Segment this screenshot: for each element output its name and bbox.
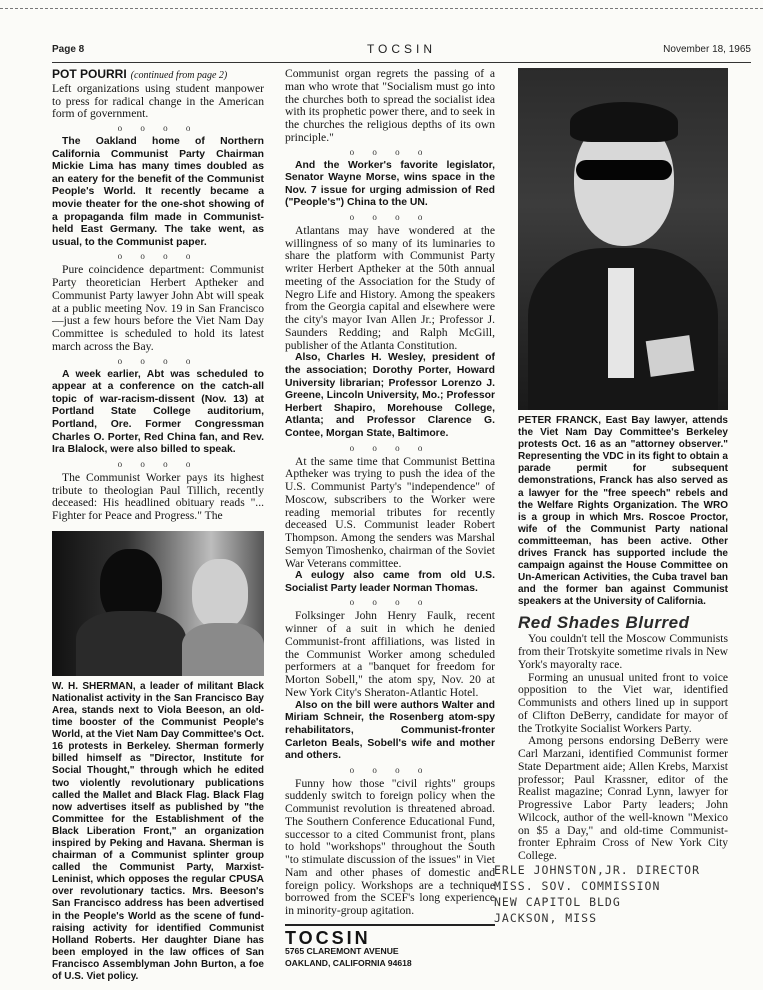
paragraph: Folksinger John Henry Faulk, recent winner of a suit in which he denied Communist-front affiliations, was listed in the Communist Worker among scheduled performers at a "banquet for freedom for Morton Sobell," the atom spy, Nov. 20 at New York City's Sheraton-Atlantic Hotel. <box>285 609 495 699</box>
paragraph: Forming an unusual united front to voice opposition to the Viet war, identified Communists and others lined up in support of Clifton DeBerry, candidate for mayor of the Trotkyite Socialist Workers Party. <box>518 670 728 735</box>
separator: o o o o <box>117 123 199 133</box>
mailing-line: ERLE JOHNSTON,JR. DIRECTOR <box>494 863 701 877</box>
paragraph: Also, Charles H. Wesley, president of the association; Dorothy Porter, Howard University librarian; Professor Lorenzo J. Greene, Lincoln University, Mo.; Professor Herbert Shapiro, Morehouse College, Atlanta; and Professor Clarence G. Contee, Morgan State, Baltimore. <box>285 352 495 439</box>
footer-rule <box>285 924 495 926</box>
paragraph: Left organizations using student manpower to press for radical change in the American form of government. <box>52 81 264 121</box>
newspaper-title: TOCSIN <box>366 42 437 56</box>
mailing-label <box>494 862 700 926</box>
photo-caption: W. H. SHERMAN, a leader of militant Black Nationalist activity in the San Francisco Bay Area, stands next to Viola Beeson, an old-time booster of the Communist People's World, at the Viet Nam Day Committee's Oct. 16 protests in Berkeley. Sherman formerly billed himself as "Director, Institute for Social Thought," through which he edited two violently revolutionary publications called the Mallet and Black Flag. Black Flag now advertises itself as published by "the Committee for the Establishment of the Black Liberation Front," an organization inspired by Peking and Havana. Sherman is chairman of a Communist splinter group called the Communist Party, Marxist-Leninist, which opposes the regular CPUSA over revolutionary tactics. Mrs. Beeson's San Francisco address has been advertised in the People's World as the scene of fund-raising activity for identified Communist Holland Roberts. Her daughter Diane has been employed in the law offices of San Francisco Assemblyman John Burton, a foe of U.S. Viet policy. <box>52 680 264 982</box>
publisher-city: OAKLAND, CALIFORNIA 94618 <box>285 957 412 968</box>
separator: o o o o <box>349 442 431 453</box>
separator: o o o o <box>117 458 199 469</box>
paragraph: At the same time that Communist Bettina Aptheker was trying to push the idea of the U.S. Communist Party's "independence" of Moscow, subscribers to the Worker were reading memorial tributes for recently deceased U.S. Communist leader Robert Thompson. Among the senders was Marshal Semyon Timoshenko, chairman of the Soviet War Veterans committee. <box>285 454 495 570</box>
photo-sherman-beeson <box>52 531 264 676</box>
issue-date: November 18, 1965 <box>663 44 751 55</box>
separator: o o o o <box>117 355 199 366</box>
masthead <box>52 42 751 60</box>
paragraph: Atlantans may have wondered at the willingness of so many of its luminaries to share the platform with Communist Party writer Herbert Aptheker at the 50th annual meeting of the Association for the Study of Negro Life and History. Among the speakers from the Georgia capital and elsewhere were the city's mayor Ivan Allen Jr.; Professor J. Saunders Redding; and Ralph McGill, publisher of the Atlanta Constitution. <box>285 223 495 352</box>
kicker: POT POURRI <box>52 67 127 81</box>
section-heading: Red Shades Blurred <box>518 612 690 632</box>
paragraph: Among persons endorsing DeBerry were Carl Marzani, identified Communist former State Department aide; Allen Krebs, Marxist professor; Paul Krassner, editor of the Realist magazine; Conrad Lynn, lawyer for Progressive Labor Party leaders; John Wilcock, author of the well-known "Mexico on $5 a Day," and old-time Communist-fronter Ephraim Cross of New York City College. <box>518 734 728 862</box>
separator: o o o o <box>349 597 431 608</box>
separator: o o o o <box>349 211 431 222</box>
column-middle <box>285 68 495 969</box>
separator: o o o o <box>117 251 199 262</box>
photo-peter-franck <box>518 68 728 410</box>
separator: o o o o <box>349 764 431 775</box>
continued-note: (continued from page 2) <box>130 70 228 81</box>
top-border <box>0 8 763 9</box>
paragraph: You couldn't tell the Moscow Communists from their Trotskyite sometime rivals in New York's mayoralty race. <box>518 632 728 671</box>
header-rule <box>52 62 751 63</box>
page-number: Page 8 <box>52 44 85 55</box>
mailing-line: NEW CAPITOL BLDG <box>494 895 621 909</box>
separator: o o o o <box>349 146 431 157</box>
paragraph: A week earlier, Abt was scheduled to appear at a conference on the catch-all topic of war-racism-dissent (Nov. 13) at Portland State College auditorium, Portland, Ore. Former Congressman Charles O. Porter, Red China fan, and Rev. Ira Blalock, were also billed to speak. <box>52 368 264 456</box>
photo-caption: PETER FRANCK, East Bay lawyer, attends the Viet Nam Day Committee's Berkeley protests Oct. 16 as an "attorney observer." Representing the VDC in its fight to obtain a parade permit for subsequent demonstrations, Franck has also served as a lawyer for the "free speech" rebels and the Welfare Rights Organization. The WRO is a group in which Mrs. Roscoe Proctor, wife of the Communist Party national committeeman, has been active. Other drives Franck has supported include the campaign against the House Committee on Un-American Activities, the Cuba travel ban and the former ban against Communist speakers at the University of California. <box>518 415 728 608</box>
paragraph: Communist organ regrets the passing of a man who wrote that "Socialism must go into the churches both to spread the socialist idea with its prophetic power there, and to seek in the churches the religious depths of its own principle." <box>285 67 495 144</box>
mailing-line: MISS. SOV. COMMISSION <box>494 879 661 893</box>
paragraph: The Oakland home of Northern California Communist Party Chairman Mickie Lima has many times doubled as an eatery for the benefit of the Communist People's World. It recently became a movie theater for the one-shot showing of a propaganda film made in Communist-held East Germany. The take went, as usual, to the Communist paper. <box>52 136 264 248</box>
column-left <box>52 68 264 983</box>
paragraph: And the Worker's favorite legislator, Senator Wayne Morse, wins space in the Nov. 7 issue for urging admission of Red ("People's") China to the UN. <box>285 159 495 209</box>
paragraph: The Communist Worker pays its highest tribute to theologian Paul Tillich, recently deceased: His headlined obituary reads "... Fighter for Peace and Progress." The <box>52 470 264 522</box>
pot-pourri-heading <box>52 68 264 83</box>
mailing-line: JACKSON, MISS <box>494 911 598 925</box>
column-right <box>518 68 728 863</box>
paragraph: Funny how those "civil rights" groups suddenly switch to foreign policy when the Communist revolution is threatened abroad. The Southern Conference Educational Fund, successor to a cited Communist front, plans to hold "workshops" throughout the South "to stimulate discussion of the issues" in Viet Nam and other phases of domestic and foreign policy. Workshops are a technique borrowed from the SCEF's long experience in minority-group agitation. <box>285 776 495 918</box>
publisher-name: TOCSIN <box>285 927 371 948</box>
paragraph: Also on the bill were authors Walter and Miriam Schneir, the Rosenberg atom-spy rehabilitators, Communist-fronter Carleton Beals, Sobell's wife and mother and others. <box>285 699 495 762</box>
paragraph: A eulogy also came from old U.S. Socialist Party leader Norman Thomas. <box>285 570 495 594</box>
paragraph: Pure coincidence department: Communist Party theoretician Herbert Aptheker and Communist Party lawyer John Abt will speak at a public meeting Nov. 19 in San Francisco—just a few hours before the Viet Nam Day Committee is scheduled to hold its latest march across the Bay. <box>52 263 264 353</box>
publisher-street: 5765 CLAREMONT AVENUE <box>285 945 399 956</box>
publisher-box <box>285 927 495 969</box>
